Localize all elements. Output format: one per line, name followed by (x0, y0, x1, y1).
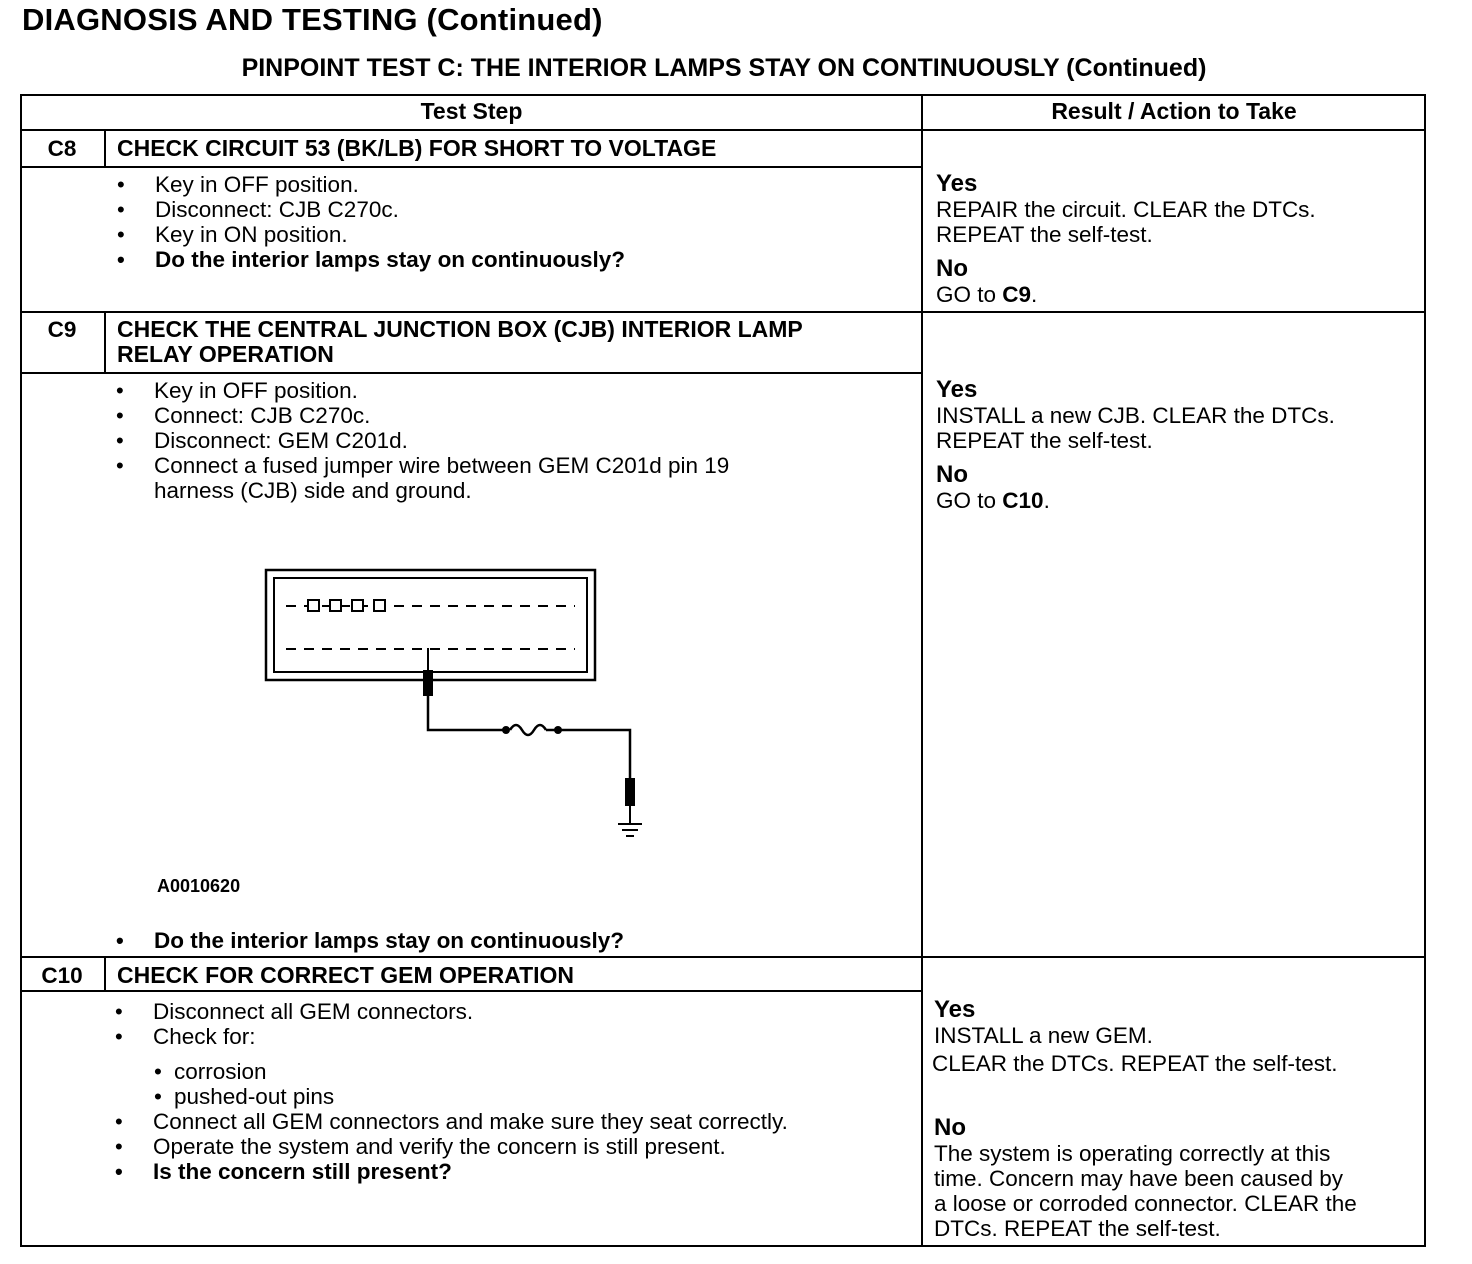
c9-question: • Do the interior lamps stay on continuously? (154, 928, 624, 953)
row-divider-c9 (20, 311, 1426, 313)
c9-step-id: C9 (47, 317, 77, 342)
c9-yes-line-2: REPEAT the self-test. (936, 428, 1153, 453)
column-divider (921, 94, 923, 1247)
c9-step-title-line-2: RELAY OPERATION (117, 341, 334, 367)
c8-step-title: CHECK CIRCUIT 53 (BK/LB) FOR SHORT TO VOLTAGE (117, 135, 717, 161)
c8-bullet-2: • Disconnect: CJB C270c. (155, 197, 399, 222)
column-header-result: Result / Action to Take (1051, 98, 1297, 124)
jumper-wire-diagram (250, 564, 650, 854)
c10-yes-label: Yes (934, 996, 976, 1023)
c8-yes-line-2: REPEAT the self-test. (936, 222, 1153, 247)
c9-no-action (936, 488, 1050, 513)
c9-step-title-line-1: CHECK THE CENTRAL JUNCTION BOX (CJB) INTERIOR LAMP (117, 316, 803, 342)
jumper-wire (423, 648, 635, 824)
table-border-left (20, 94, 22, 1247)
c10-bullet-3: • Connect all GEM connectors and make sure they seat correctly. (153, 1109, 788, 1134)
c10-yes-line-1: INSTALL a new GEM. (934, 1023, 1153, 1048)
c10-no-line-1: The system is operating correctly at this (934, 1141, 1331, 1166)
c10-bullet-4: • Operate the system and verify the concern is still present. (153, 1134, 726, 1159)
ground-icon (618, 824, 642, 836)
c8-step-id: C8 (47, 136, 77, 161)
c10-bullet-1: • Disconnect all GEM connectors. (153, 999, 473, 1024)
c10-no-label: No (934, 1114, 966, 1141)
c9-yes-line-1: INSTALL a new CJB. CLEAR the DTCs. (936, 403, 1335, 428)
c8-no-label: No (936, 255, 968, 282)
c10-question: • Is the concern still present? (153, 1159, 452, 1184)
c8-bullet-3: • Key in ON position. (155, 222, 348, 247)
c8-yes-line-1: REPAIR the circuit. CLEAR the DTCs. (936, 197, 1316, 222)
page-title: DIAGNOSIS AND TESTING (Continued) (22, 2, 603, 37)
c8-bullet-1: • Key in OFF position. (155, 172, 359, 197)
c10-yes-line-2: CLEAR the DTCs. REPEAT the self-test. (932, 1051, 1338, 1076)
c9-bullet-2: • Connect: CJB C270c. (154, 403, 370, 428)
c9-yes-label: Yes (936, 376, 978, 403)
pinpoint-test-title: PINPOINT TEST C: THE INTERIOR LAMPS STAY ON CONTINUOUSLY (Continued) (241, 54, 1207, 82)
c10-bullet-2: • Check for: (153, 1024, 256, 1049)
c9-no-label: No (936, 461, 968, 488)
c8-no-action (936, 282, 1037, 307)
c9-no-suffix: . (1043, 488, 1050, 513)
c9-title-underline (20, 372, 923, 374)
c8-no-prefix: GO to (936, 282, 1003, 307)
figure-id: A0010620 (157, 876, 241, 896)
c10-id-separator (104, 956, 106, 992)
c9-no-prefix: GO to (936, 488, 1003, 513)
c10-sub-bullet-1: • corrosion (174, 1059, 267, 1084)
c8-yes-label: Yes (936, 170, 978, 197)
c8-no-suffix: . (1031, 282, 1038, 307)
c10-title-underline (20, 990, 923, 992)
c8-title-underline (20, 166, 923, 168)
c10-step-title: CHECK FOR CORRECT GEM OPERATION (117, 962, 575, 988)
c10-sub-bullet-2: • pushed-out pins (174, 1084, 334, 1109)
column-header-test-step: Test Step (420, 98, 523, 124)
c8-id-separator (104, 129, 106, 168)
c10-no-line-2: time. Concern may have been caused by (934, 1166, 1343, 1191)
header-row-divider (20, 129, 1426, 131)
c9-no-ref: C10 (1002, 488, 1044, 513)
pinpoint-test-table (20, 94, 1426, 1247)
table-border-top (20, 94, 1426, 96)
c10-step-id: C10 (41, 963, 83, 988)
c8-no-ref: C9 (1002, 282, 1032, 307)
c9-bullet-4-line-1: • Connect a fused jumper wire between GEM C201d pin 19 (154, 453, 729, 478)
connector-icon (266, 570, 595, 680)
table-border-right (1424, 94, 1426, 1247)
c9-bullet-1: • Key in OFF position. (154, 378, 358, 403)
table-border-bottom (20, 1245, 1426, 1247)
c9-bullet-4-line-2: harness (CJB) side and ground. (154, 478, 472, 503)
c8-question: • Do the interior lamps stay on continuously? (155, 247, 625, 272)
c9-bullet-3: • Disconnect: GEM C201d. (154, 428, 408, 453)
row-divider-c10 (20, 956, 1426, 958)
c10-no-line-3: a loose or corroded connector. CLEAR the (934, 1191, 1357, 1216)
c9-id-separator (104, 311, 106, 374)
c10-no-line-4: DTCs. REPEAT the self-test. (934, 1216, 1221, 1241)
